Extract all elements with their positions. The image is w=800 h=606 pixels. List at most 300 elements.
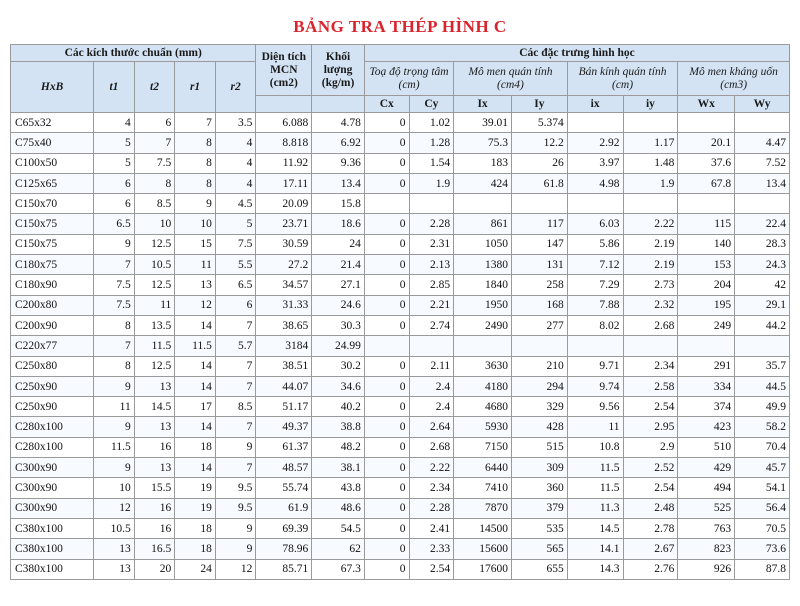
cell-section-name: C200x90 — [11, 315, 94, 335]
cell-weight: 54.5 — [312, 518, 365, 538]
cell-cx: 0 — [364, 376, 409, 396]
cell-iy: 258 — [511, 275, 567, 295]
cell-t2: 13 — [134, 417, 175, 437]
header-radius: Bán kính quán tính (cm) — [567, 62, 678, 96]
cell-r2: 4 — [215, 173, 256, 193]
cell-wx: 926 — [678, 559, 735, 579]
cell-radius-iy: 2.67 — [623, 539, 678, 559]
cell-cy: 2.13 — [409, 255, 454, 275]
cell-r1: 14 — [175, 417, 216, 437]
cell-ix: 3630 — [454, 356, 512, 376]
cell-t2: 11 — [134, 295, 175, 315]
cell-area: 85.71 — [256, 559, 312, 579]
cell-section-name: C125x65 — [11, 173, 94, 193]
cell-cx: 0 — [364, 255, 409, 275]
cell-weight: 27.1 — [312, 275, 365, 295]
cell-cy: 2.64 — [409, 417, 454, 437]
cell-wx: 374 — [678, 397, 735, 417]
table-row — [11, 214, 790, 234]
cell-wy: 35.7 — [735, 356, 790, 376]
cell-radius-iy — [623, 336, 678, 356]
cell-weight: 24.99 — [312, 336, 365, 356]
cell-weight: 21.4 — [312, 255, 365, 275]
cell-ix: 183 — [454, 153, 512, 173]
cell-t1: 9 — [94, 376, 135, 396]
cell-t1: 10 — [94, 478, 135, 498]
cell-cx: 0 — [364, 214, 409, 234]
cell-cx: 0 — [364, 153, 409, 173]
cell-t1: 13 — [94, 559, 135, 579]
page-title: BẢNG TRA THÉP HÌNH C — [293, 17, 507, 36]
cell-wy: 7.52 — [735, 153, 790, 173]
cell-iy: 379 — [511, 498, 567, 518]
cell-radius-ix: 2.92 — [567, 133, 623, 153]
cell-iy — [511, 194, 567, 214]
header-modulus: Mô men kháng uốn (cm3) — [678, 62, 790, 96]
cell-area: 8.818 — [256, 133, 312, 153]
cell-wx: 195 — [678, 295, 735, 315]
cell-iy: 168 — [511, 295, 567, 315]
cell-section-name: C250x90 — [11, 376, 94, 396]
cell-t2: 12.5 — [134, 234, 175, 254]
cell-wx: 37.6 — [678, 153, 735, 173]
cell-wy: 42 — [735, 275, 790, 295]
cell-wy: 87.8 — [735, 559, 790, 579]
cell-wy: 13.4 — [735, 173, 790, 193]
cell-area: 30.59 — [256, 234, 312, 254]
cell-radius-iy: 2.48 — [623, 498, 678, 518]
cell-wy: 54.1 — [735, 478, 790, 498]
cell-radius-iy: 2.19 — [623, 234, 678, 254]
cell-cx: 0 — [364, 295, 409, 315]
cell-ix: 1050 — [454, 234, 512, 254]
cell-wx: 291 — [678, 356, 735, 376]
header-centroid: Toạ độ trọng tâm (cm) — [364, 62, 453, 96]
cell-section-name: C300x90 — [11, 458, 94, 478]
cell-wy: 73.6 — [735, 539, 790, 559]
cell-iy: 655 — [511, 559, 567, 579]
cell-wy: 56.4 — [735, 498, 790, 518]
cell-ix: 1380 — [454, 255, 512, 275]
cell-t2: 12.5 — [134, 275, 175, 295]
cell-radius-ix: 6.03 — [567, 214, 623, 234]
cell-radius-ix: 9.74 — [567, 376, 623, 396]
table-row — [11, 173, 790, 193]
cell-r1: 18 — [175, 518, 216, 538]
cell-section-name: C280x100 — [11, 437, 94, 457]
cell-cx: 0 — [364, 458, 409, 478]
table-row — [11, 397, 790, 417]
cell-r1: 12 — [175, 295, 216, 315]
cell-r2: 9 — [215, 518, 256, 538]
cell-ix: 7150 — [454, 437, 512, 457]
cell-cx: 0 — [364, 437, 409, 457]
cell-radius-ix — [567, 336, 623, 356]
header-ix: Ix — [454, 96, 512, 113]
cell-t2: 8.5 — [134, 194, 175, 214]
cell-weight: 62 — [312, 539, 365, 559]
cell-section-name: C150x70 — [11, 194, 94, 214]
cell-r1: 11 — [175, 255, 216, 275]
cell-area: 38.65 — [256, 315, 312, 335]
cell-wx: 249 — [678, 315, 735, 335]
cell-wy: 4.47 — [735, 133, 790, 153]
cell-wy — [735, 113, 790, 133]
cell-t2: 8 — [134, 173, 175, 193]
cell-ix: 424 — [454, 173, 512, 193]
cell-t1: 11.5 — [94, 437, 135, 457]
cell-wy: 44.5 — [735, 376, 790, 396]
cell-section-name: C220x77 — [11, 336, 94, 356]
header-cx: Cx — [364, 96, 409, 113]
cell-area: 20.09 — [256, 194, 312, 214]
cell-radius-iy — [623, 113, 678, 133]
cell-wx — [678, 113, 735, 133]
cell-t1: 12 — [94, 498, 135, 518]
cell-section-name: C300x90 — [11, 478, 94, 498]
table-row — [11, 153, 790, 173]
cell-r1: 14 — [175, 356, 216, 376]
cell-radius-iy: 2.22 — [623, 214, 678, 234]
cell-radius-ix: 14.3 — [567, 559, 623, 579]
cell-area: 38.51 — [256, 356, 312, 376]
cell-wy: 44.2 — [735, 315, 790, 335]
cell-cx: 0 — [364, 559, 409, 579]
cell-radius-iy: 2.68 — [623, 315, 678, 335]
cell-t1: 4 — [94, 113, 135, 133]
cell-cy — [409, 194, 454, 214]
cell-cx: 0 — [364, 417, 409, 437]
cell-cx: 0 — [364, 234, 409, 254]
cell-r1: 14 — [175, 458, 216, 478]
cell-t1: 5 — [94, 153, 135, 173]
cell-wx: 153 — [678, 255, 735, 275]
cell-wx: 204 — [678, 275, 735, 295]
cell-cy: 1.54 — [409, 153, 454, 173]
cell-wx: 334 — [678, 376, 735, 396]
cell-ix: 15600 — [454, 539, 512, 559]
cell-section-name: C250x80 — [11, 356, 94, 376]
header-r1: r1 — [175, 62, 216, 113]
cell-area: 51.17 — [256, 397, 312, 417]
cell-section-name: C150x75 — [11, 214, 94, 234]
cell-area: 31.33 — [256, 295, 312, 315]
cell-t1: 5 — [94, 133, 135, 153]
cell-cx: 0 — [364, 498, 409, 518]
cell-r2: 6.5 — [215, 275, 256, 295]
cell-cy — [409, 336, 454, 356]
cell-wy: 22.4 — [735, 214, 790, 234]
cell-weight: 48.2 — [312, 437, 365, 457]
steel-c-table — [10, 44, 790, 580]
cell-section-name: C180x90 — [11, 275, 94, 295]
cell-cy: 2.68 — [409, 437, 454, 457]
cell-ix: 861 — [454, 214, 512, 234]
cell-cy: 2.33 — [409, 539, 454, 559]
header-area-spacer — [256, 96, 312, 113]
cell-area: 44.07 — [256, 376, 312, 396]
cell-ix: 5930 — [454, 417, 512, 437]
table-row — [11, 255, 790, 275]
cell-area: 55.74 — [256, 478, 312, 498]
cell-radius-ix: 14.5 — [567, 518, 623, 538]
cell-iy: 117 — [511, 214, 567, 234]
cell-t2: 20 — [134, 559, 175, 579]
cell-iy: 277 — [511, 315, 567, 335]
cell-t1: 6 — [94, 173, 135, 193]
cell-t2: 10.5 — [134, 255, 175, 275]
cell-radius-ix — [567, 194, 623, 214]
cell-r2: 7.5 — [215, 234, 256, 254]
cell-ix: 17600 — [454, 559, 512, 579]
cell-r2: 5.7 — [215, 336, 256, 356]
cell-section-name: C300x90 — [11, 498, 94, 518]
cell-cy: 2.21 — [409, 295, 454, 315]
cell-section-name: C65x32 — [11, 113, 94, 133]
cell-r1: 13 — [175, 275, 216, 295]
cell-t1: 7 — [94, 255, 135, 275]
cell-wy: 49.9 — [735, 397, 790, 417]
header-hxb: HxB — [11, 62, 94, 113]
cell-weight: 34.6 — [312, 376, 365, 396]
cell-cy: 1.28 — [409, 133, 454, 153]
table-row — [11, 518, 790, 538]
cell-t1: 6 — [94, 194, 135, 214]
cell-r2: 9 — [215, 437, 256, 457]
cell-weight: 6.92 — [312, 133, 365, 153]
cell-area: 49.37 — [256, 417, 312, 437]
cell-radius-ix: 7.12 — [567, 255, 623, 275]
cell-iy: 428 — [511, 417, 567, 437]
cell-r1: 24 — [175, 559, 216, 579]
cell-section-name: C250x90 — [11, 397, 94, 417]
cell-area: 48.57 — [256, 458, 312, 478]
cell-t2: 16.5 — [134, 539, 175, 559]
cell-r2: 7 — [215, 356, 256, 376]
cell-ix: 4680 — [454, 397, 512, 417]
cell-t2: 16 — [134, 498, 175, 518]
cell-radius-iy: 1.9 — [623, 173, 678, 193]
cell-area: 23.71 — [256, 214, 312, 234]
cell-radius-ix: 3.97 — [567, 153, 623, 173]
cell-r1: 19 — [175, 478, 216, 498]
cell-r2: 4 — [215, 133, 256, 153]
table-row — [11, 234, 790, 254]
cell-ix: 2490 — [454, 315, 512, 335]
cell-radius-iy: 2.54 — [623, 478, 678, 498]
cell-cy: 2.28 — [409, 498, 454, 518]
cell-cx: 0 — [364, 315, 409, 335]
table-header — [11, 45, 790, 113]
cell-wx: 20.1 — [678, 133, 735, 153]
cell-ix: 1840 — [454, 275, 512, 295]
cell-section-name: C280x100 — [11, 417, 94, 437]
cell-section-name: C180x75 — [11, 255, 94, 275]
header-inertia: Mô men quán tính (cm4) — [454, 62, 568, 96]
cell-area: 61.9 — [256, 498, 312, 518]
header-t2: t2 — [134, 62, 175, 113]
header-group-properties: Các đặc trưng hình học — [364, 45, 789, 62]
cell-r2: 7 — [215, 376, 256, 396]
cell-area: 3184 — [256, 336, 312, 356]
cell-t1: 9 — [94, 234, 135, 254]
cell-radius-iy: 1.17 — [623, 133, 678, 153]
cell-cx — [364, 336, 409, 356]
header-r2: r2 — [215, 62, 256, 113]
cell-t2: 13.5 — [134, 315, 175, 335]
cell-cy: 2.11 — [409, 356, 454, 376]
cell-weight: 67.3 — [312, 559, 365, 579]
cell-radius-ix: 11 — [567, 417, 623, 437]
cell-area: 27.2 — [256, 255, 312, 275]
cell-area: 78.96 — [256, 539, 312, 559]
cell-area: 61.37 — [256, 437, 312, 457]
table-row — [11, 478, 790, 498]
table-row — [11, 133, 790, 153]
cell-r1: 14 — [175, 376, 216, 396]
cell-section-name: C380x100 — [11, 518, 94, 538]
cell-r1: 18 — [175, 437, 216, 457]
cell-weight: 30.2 — [312, 356, 365, 376]
cell-wy: 70.5 — [735, 518, 790, 538]
cell-wy: 24.3 — [735, 255, 790, 275]
cell-r1: 15 — [175, 234, 216, 254]
cell-radius-iy: 2.9 — [623, 437, 678, 457]
cell-r2: 12 — [215, 559, 256, 579]
cell-wx: 510 — [678, 437, 735, 457]
cell-cy: 2.4 — [409, 376, 454, 396]
cell-radius-iy: 2.76 — [623, 559, 678, 579]
cell-cy: 2.28 — [409, 214, 454, 234]
cell-iy: 26 — [511, 153, 567, 173]
cell-t1: 11 — [94, 397, 135, 417]
cell-r2: 5.5 — [215, 255, 256, 275]
cell-section-name: C200x80 — [11, 295, 94, 315]
cell-wy: 58.2 — [735, 417, 790, 437]
cell-iy: 360 — [511, 478, 567, 498]
table-row — [11, 113, 790, 133]
cell-radius-iy: 2.78 — [623, 518, 678, 538]
cell-cx: 0 — [364, 113, 409, 133]
cell-t2: 15.5 — [134, 478, 175, 498]
cell-ix: 39.01 — [454, 113, 512, 133]
cell-r1: 9 — [175, 194, 216, 214]
cell-cx — [364, 194, 409, 214]
cell-area: 6.088 — [256, 113, 312, 133]
cell-cx: 0 — [364, 539, 409, 559]
cell-wy — [735, 336, 790, 356]
cell-r1: 8 — [175, 153, 216, 173]
cell-radius-iy — [623, 194, 678, 214]
cell-wx: 423 — [678, 417, 735, 437]
cell-cx: 0 — [364, 173, 409, 193]
cell-radius-ix: 7.29 — [567, 275, 623, 295]
cell-weight: 13.4 — [312, 173, 365, 193]
cell-r2: 8.5 — [215, 397, 256, 417]
cell-radius-iy: 2.19 — [623, 255, 678, 275]
cell-t2: 13 — [134, 458, 175, 478]
cell-weight: 30.3 — [312, 315, 365, 335]
cell-radius-iy: 2.52 — [623, 458, 678, 478]
cell-t2: 7.5 — [134, 153, 175, 173]
cell-ix: 14500 — [454, 518, 512, 538]
cell-radius-ix: 9.71 — [567, 356, 623, 376]
table-row — [11, 559, 790, 579]
cell-iy: 515 — [511, 437, 567, 457]
cell-iy: 12.2 — [511, 133, 567, 153]
cell-t2: 11.5 — [134, 336, 175, 356]
cell-cy: 2.31 — [409, 234, 454, 254]
table-row — [11, 437, 790, 457]
cell-radius-iy: 2.95 — [623, 417, 678, 437]
cell-r1: 8 — [175, 173, 216, 193]
cell-radius-ix: 11.3 — [567, 498, 623, 518]
cell-r1: 17 — [175, 397, 216, 417]
cell-r2: 7 — [215, 417, 256, 437]
cell-r1: 7 — [175, 113, 216, 133]
cell-r2: 9.5 — [215, 498, 256, 518]
cell-wy: 70.4 — [735, 437, 790, 457]
cell-t2: 7 — [134, 133, 175, 153]
header-wy: Wy — [735, 96, 790, 113]
cell-t1: 7.5 — [94, 275, 135, 295]
cell-r2: 6 — [215, 295, 256, 315]
cell-weight: 15.8 — [312, 194, 365, 214]
cell-t2: 10 — [134, 214, 175, 234]
cell-radius-iy: 2.54 — [623, 397, 678, 417]
cell-wx: 115 — [678, 214, 735, 234]
cell-cx: 0 — [364, 356, 409, 376]
cell-r1: 11.5 — [175, 336, 216, 356]
cell-cy: 2.4 — [409, 397, 454, 417]
table-row — [11, 315, 790, 335]
cell-r1: 8 — [175, 133, 216, 153]
cell-iy: 329 — [511, 397, 567, 417]
cell-t1: 7 — [94, 336, 135, 356]
cell-ix: 75.3 — [454, 133, 512, 153]
cell-ix: 7410 — [454, 478, 512, 498]
cell-cy: 2.54 — [409, 559, 454, 579]
cell-wy: 45.7 — [735, 458, 790, 478]
cell-iy: 210 — [511, 356, 567, 376]
cell-section-name: C100x50 — [11, 153, 94, 173]
steel-c-table-sheet — [10, 10, 790, 580]
cell-wx: 494 — [678, 478, 735, 498]
cell-radius-ix: 8.02 — [567, 315, 623, 335]
cell-section-name: C380x100 — [11, 539, 94, 559]
cell-wx: 429 — [678, 458, 735, 478]
cell-iy — [511, 336, 567, 356]
table-body — [11, 113, 790, 580]
cell-radius-ix — [567, 113, 623, 133]
cell-wx: 140 — [678, 234, 735, 254]
table-row — [11, 539, 790, 559]
cell-r2: 9 — [215, 539, 256, 559]
cell-weight: 40.2 — [312, 397, 365, 417]
header-t1: t1 — [94, 62, 135, 113]
cell-ix: 6440 — [454, 458, 512, 478]
header-area: Diện tích MCN (cm2) — [256, 45, 312, 96]
table-row — [11, 295, 790, 315]
cell-radius-iy: 2.34 — [623, 356, 678, 376]
cell-weight: 4.78 — [312, 113, 365, 133]
cell-iy: 61.8 — [511, 173, 567, 193]
cell-cy: 2.74 — [409, 315, 454, 335]
cell-wy: 28.3 — [735, 234, 790, 254]
cell-weight: 9.36 — [312, 153, 365, 173]
table-row — [11, 356, 790, 376]
cell-ix: 7870 — [454, 498, 512, 518]
